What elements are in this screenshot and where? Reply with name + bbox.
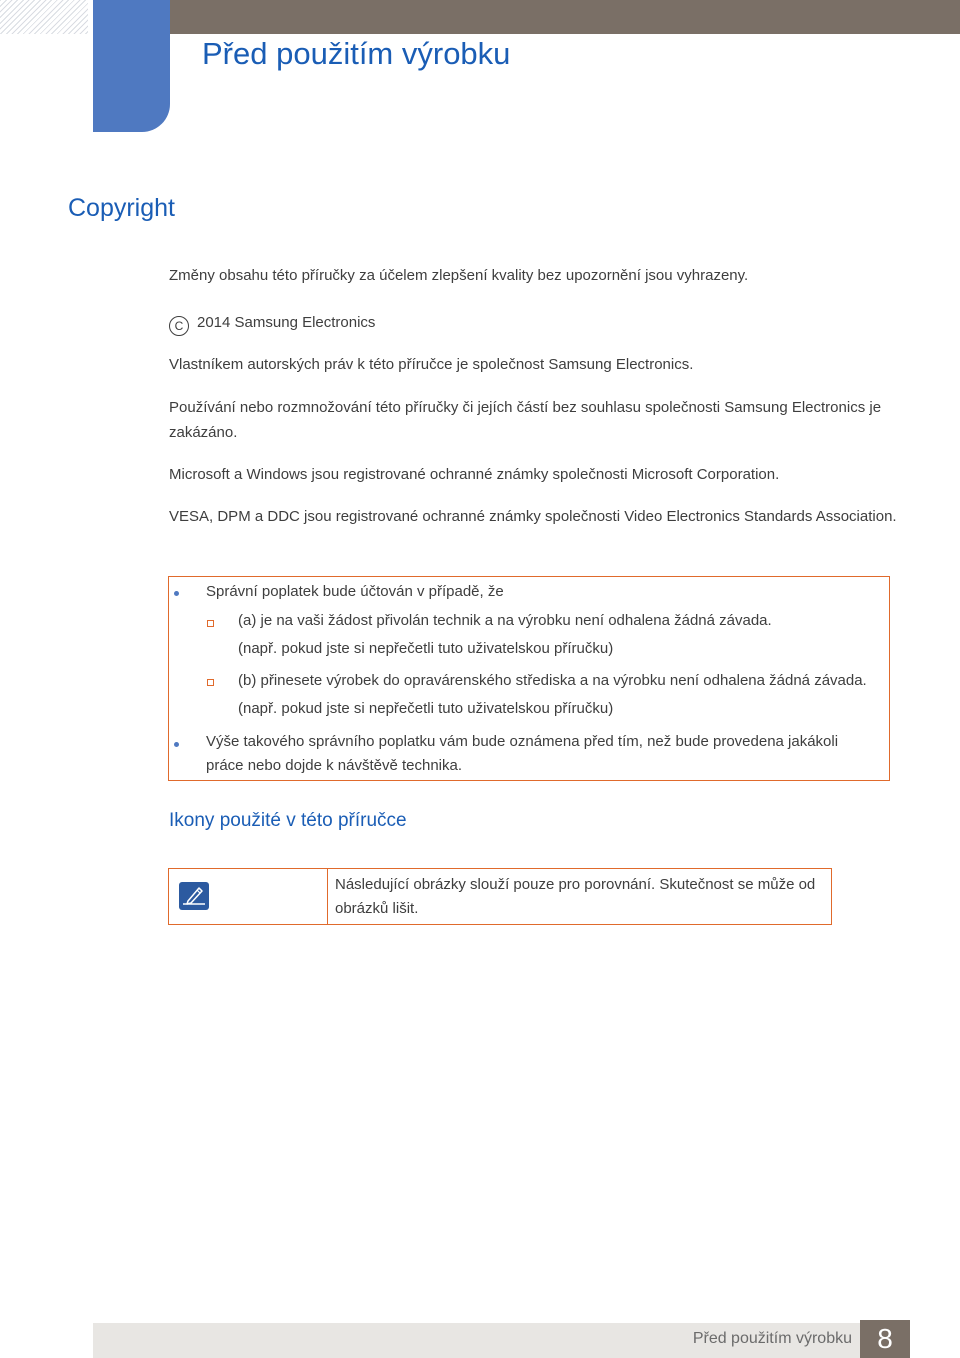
notice-subitem-b: (b) přinesete výrobek do opravárenského střediska a na výrobku není odhalena žádná závada.	[238, 672, 867, 689]
notice-item-amount-line1: Výše takového správního poplatku vám bude oznámena před tím, než bude provedena jakákoli	[206, 733, 839, 750]
icon-table	[168, 868, 832, 925]
note-pencil-icon	[179, 882, 209, 910]
notice-subitem-b-note: (např. pokud jste si nepřečetli tuto uživatelskou příručku)	[238, 700, 614, 717]
bullet-square	[207, 620, 214, 627]
header-hatch-decoration	[0, 0, 88, 34]
bullet-dot	[174, 591, 179, 596]
page-number: 8	[860, 1320, 910, 1358]
paragraph-changes: Změny obsahu této příručky za účelem zlepšení kvality bez upozornění jsou vyhrazeny.	[169, 267, 749, 284]
icon-cell	[169, 869, 328, 924]
paragraph-microsoft: Microsoft a Windows jsou registrované ochranné známky společnosti Microsoft Corporation.	[169, 466, 780, 483]
paragraph-copyright-year	[169, 310, 899, 336]
paragraph-owner: Vlastníkem autorských práv k této příručce je společnost Samsung Electronics.	[169, 356, 694, 373]
notice-item-fee: Správní poplatek bude účtován v případě, že	[206, 583, 504, 600]
footer-bar	[93, 1323, 868, 1358]
chapter-tab	[93, 0, 170, 132]
notice-subitem-a: (a) je na vaši žádost přivolán technik a na výrobku není odhalena žádná závada.	[238, 612, 772, 629]
chapter-title: Před použitím výrobku	[202, 36, 511, 71]
copyright-year-text: 2014 Samsung Electronics	[197, 314, 376, 331]
bullet-dot	[174, 742, 179, 747]
footer-chapter-title: Před použitím výrobku	[692, 1330, 852, 1347]
paragraph-usage: Používání nebo rozmnožování této příručky či jejích částí bez souhlasu společnosti Samsung Electronics je zakázáno.	[169, 399, 882, 441]
fee-notice-box	[168, 576, 890, 781]
notice-item-amount-line2: práce nebo dojde k návštěvě technika.	[206, 757, 463, 774]
notice-subitem-a-note: (např. pokud jste si nepřečetli tuto uživatelskou příručku)	[238, 640, 614, 657]
icon-description: Následující obrázky slouží pouze pro porovnání. Skutečnost se může od obrázků lišit.	[335, 876, 816, 917]
section-title-icons: Ikony použité v této příručce	[169, 810, 407, 831]
bullet-square	[207, 679, 214, 686]
copyright-icon: C	[169, 316, 189, 336]
header-bar	[170, 0, 960, 34]
section-title-copyright: Copyright	[68, 194, 175, 222]
paragraph-vesa: VESA, DPM a DDC jsou registrované ochranné známky společnosti Video Electronics Standards Association.	[169, 508, 897, 525]
